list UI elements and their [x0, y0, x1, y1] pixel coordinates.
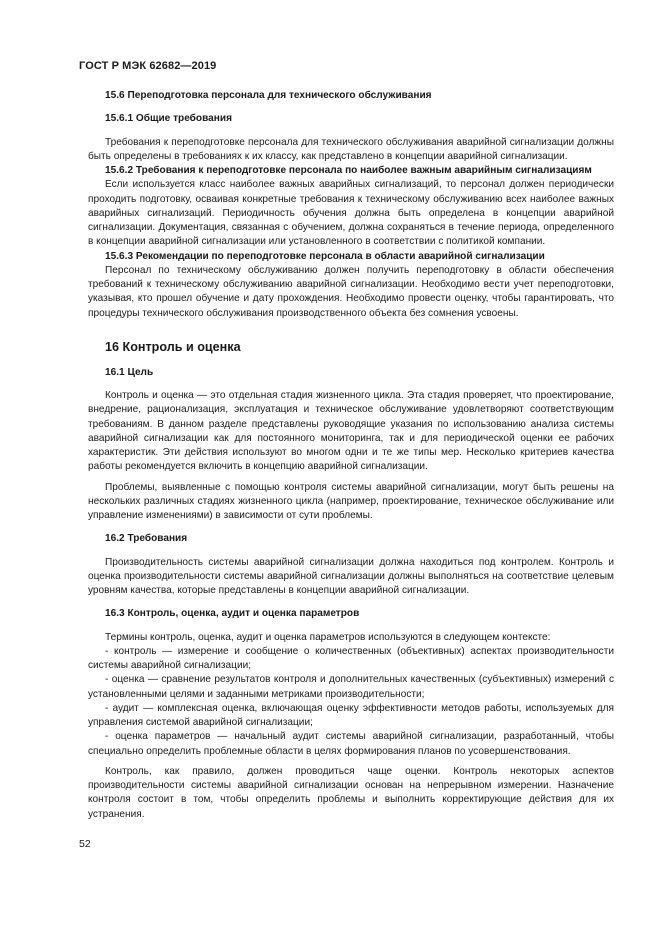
section-16-3-final: Контроль, как правило, должен проводиться чаще оценки. Контроль некоторых аспектов производительности системы аварийной сигнализации основан на непрерывном измерении. Назначение контроля состоит в том, чтобы определить проблемы и выполнить корректирующие действия для их устранения.	[88, 765, 614, 820]
list-item: - контроль — измерение и сообщение о количественных (объективных) аспектах производительности системы аварийной сигнализации;	[88, 645, 614, 671]
section-16-1-title: 16.1 Цель	[105, 366, 154, 378]
section-15-6-1-text: Требования к переподготовке персонала для технического обслуживания аварийной сигнализации должны быть определены в требованиях к их классу, как представлено в концепции аварийной сигнализации.	[88, 136, 614, 162]
section-15-6-3-text: Персонал по техническому обслуживанию должен получить переподготовку в области обеспечения требований к техническому обслуживанию аварийной сигнализации. Необходимо вести учет переподготовки, указывая, кто прошел обучение и дату прохождения. Необходимо провести оценку, чтобы гарантировать, что процедуры технического обслуживания производственного объекта без сомнения усвоены.	[88, 264, 614, 319]
section-16-2-text: Производительность системы аварийной сигнализации должна находиться под контролем. Контроль и оценка производительности системы аварийной сигнализации должны выполняться на соответствие целевым уровням качества, которые представлены в концепции аварийной сигнализации.	[88, 556, 614, 596]
section-16-3-intro: Термины контроль, оценка, аудит и оценка параметров используются в следующем контексте:	[105, 631, 551, 643]
section-16-1-paragraph-2: Проблемы, выявленные с помощью контроля системы аварийной сигнализации, могут быть решены на нескольких различных стадиях жизненного цикла (например, проектирование, техническое обслуживание или управление изменениями) в зависимости от сути проблемы.	[88, 481, 614, 521]
section-16-2-title: 16.2 Требования	[105, 533, 188, 545]
section-16-1-paragraph-1: Контроль и оценка — это отдельная стадия жизненного цикла. Эта стадия проверяет, что проектирование, внедрение, рационализация, эксплуатация и техническое обслуживание удовлетворяют соответствующим требованиям. В данном разделе представлены руководящие указания по использованию анализа системы аварийной сигнализации как для постоянного мониторинга, так и для периодической оценки ее рабочих характеристик. Эти действия используют во многом одни и те же типы мер. Несколько критериев качества работы рекомендуется включить в концепцию аварийной сигнализации.	[88, 390, 614, 473]
standard-header: ГОСТ Р МЭК 62682—2019	[79, 60, 217, 72]
page-content	[88, 89, 614, 822]
section-15-6-3-title: 15.6.3 Рекомендации по переподготовке персонала в области аварийной сигнализации	[105, 250, 545, 262]
list-item: - аудит — комплексная оценка, включающая оценку эффективности методов работы, используемых для управления системой аварийной сигнализации;	[88, 702, 614, 728]
section-15-6-2-title: 15.6.2 Требования к переподготовке персонала по наиболее важным аварийным сигнализациям	[105, 165, 592, 176]
section-16-3-title: 16.3 Контроль, оценка, аудит и оценка параметров	[105, 608, 360, 620]
section-15-6-2-text: Если используется класс наиболее важных аварийных сигнализаций, то персонал должен периодически проходить подготовку, осваивая конкретные требования к техническому обслуживанию всех наиболее важных аварийных сигнализаций. Периодичность обучения должна быть определена в концепции аварийной сигнализации. Документация, связанная с обучением, должна сохраняться в течение периода, определенного в концепции аварийной сигнализации или установленного в соответствии с политикой компании.	[88, 179, 614, 248]
list-item: - оценка параметров — начальный аудит системы аварийной сигнализации, разработанный, чтобы специально определить проблемные области в целях формирования планов по усовершенствования.	[88, 731, 614, 757]
section-15-6-1-title: 15.6.1 Общие требования	[105, 113, 232, 125]
section-16-title: 16 Контроль и оценка	[105, 339, 241, 354]
page-number: 52	[79, 838, 91, 850]
section-15-6-title: 15.6 Переподготовка персонала для технического обслуживания	[105, 90, 432, 101]
list-item: - оценка — сравнение результатов контроля и дополнительных качественных (субъективных) измерений с установленными целями и заданными метриками производительности;	[88, 674, 614, 700]
